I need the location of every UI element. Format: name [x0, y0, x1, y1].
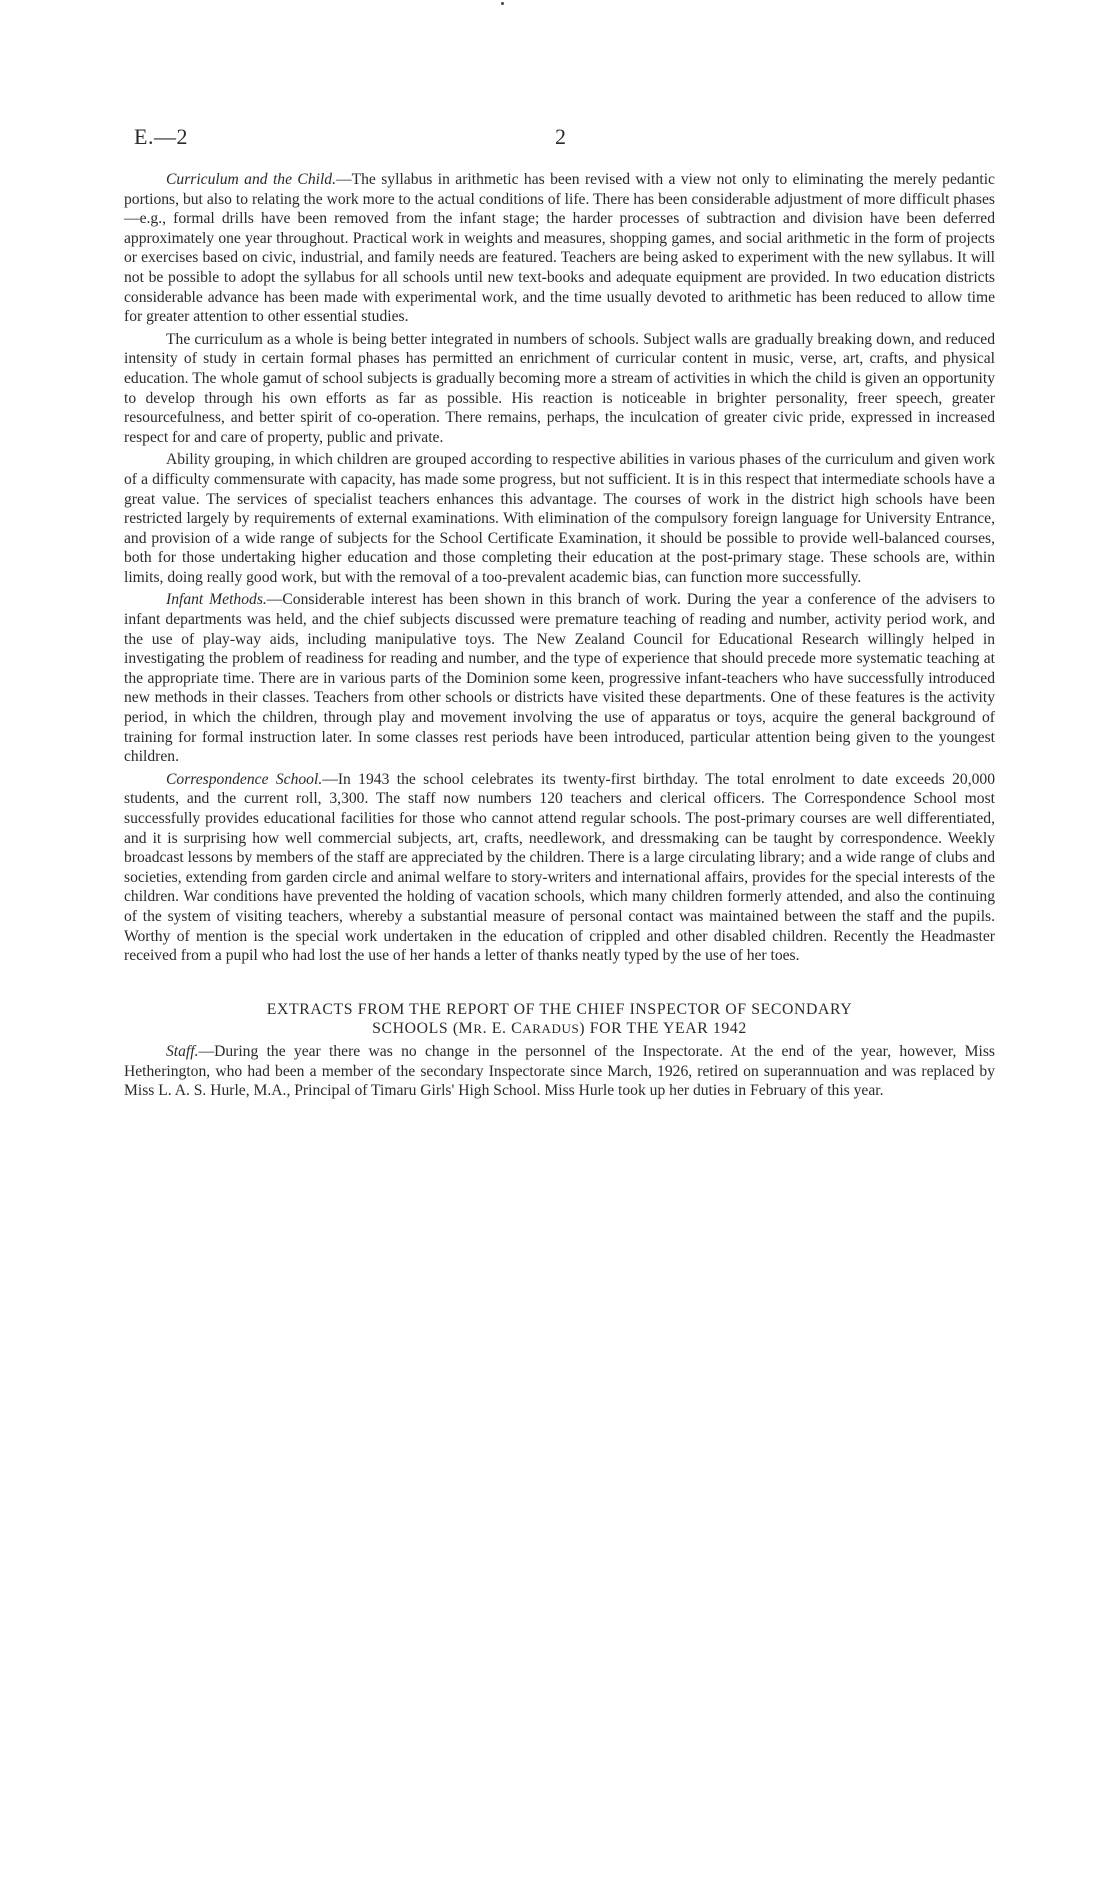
paragraph-curriculum: [124, 170, 995, 327]
paragraph-integration: [124, 330, 995, 448]
paragraph-staff: [124, 1042, 995, 1101]
paragraph-ability-grouping: [124, 450, 995, 587]
page-reference: E.—2: [134, 124, 188, 149]
paragraph-text: The curriculum as a whole is being better integrated in numbers of schools. Subject walls are gradually breaking down, and reduced intensity of study in certain formal phases has permitted an enrichment of curricular content in music, verse, art, crafts, and physical education. The whole gamut of school subjects is gradually becoming more a stream of activities in which the child is given an opportunity to develop through his own efforts as far as possible. His reaction is noticeable in brighter personality, freer speech, greater resourcefulness, and better spirit of co-operation. There remains, perhaps, the inculcation of greater civic pride, expressed in increased respect for and care of property, public and private.: [124, 330, 995, 446]
paragraph-text: —During the year there was no change in the personnel of the Inspectorate. At the end of the year, however, Miss Hetherington, who had been a member of the secondary Inspectorate since March, 1926, retired on superannuation and was replaced by Miss L. A. S. Hurle, M.A., Principal of Timaru Girls' High School. Miss Hurle took up her duties in February of this year.: [124, 1042, 995, 1100]
section-heading-line-1: EXTRACTS FROM THE REPORT OF THE CHIEF INSPECTOR OF SECONDARY: [266, 1000, 853, 1018]
paragraph-lead: Staff.: [166, 1042, 199, 1060]
main-text: [124, 170, 995, 1104]
paragraph-text: —In 1943 the school celebrates its twenty-first birthday. The total enrolment to date exceeds 20,000 students, and the current roll, 3,300. The staff now numbers 120 teachers and clerical officers. The Correspondence School most successfully provides educational facilities for those who cannot attend regular schools. The post-primary courses are well differentiated, and it is surprising how well commercial subjects, art, crafts, needlework, and dressmaking can be taught by correspondence. Weekly broadcast lessons by members of the staff are appreciated by the children. There is a large circulating library; and a wide range of clubs and societies, extending from garden circle and animal welfare to story-writers and international affairs, provides for the special interests of the children. War conditions have prevented the holding of vacation schools, which many children formerly attended, and also the continuing of the system of visiting teachers, whereby a substantial measure of personal contact was maintained between the staff and the pupils. Worthy of mention is the special work undertaken in the education of crippled and other disabled children. Recently the Headmaster received from a pupil who had lost the use of her hands a letter of thanks neatly typed by the use of her toes.: [124, 770, 995, 965]
section-heading-line-2: [124, 1019, 995, 1039]
paragraph-text: —The syllabus in arithmetic has been revised with a view not only to eliminating the merely pedantic portions, but also to relating the work more to the actual conditions of life. There has been considerable adjustment of more difficult phases—e.g., formal drills have been removed from the infant stage; the harder processes of subtraction and division have been deferred approximately one year throughout. Practical work in weights and measures, shopping games, and social arithmetic in the form of projects or exercises based on civic, industrial, and family needs are featured. Teachers are being asked to experiment with the new syllabus. It will not be possible to adopt the syllabus for all schools until new text-books and adequate equipment are provided. In two education districts considerable advance has been made with experimental work, and the time usually devoted to arithmetic has been reduced to allow time for greater attention to other essential studies.: [124, 171, 995, 326]
paragraph-text: Ability grouping, in which children are grouped according to respective abilities in various phases of the curriculum and given work of a difficulty commensurate with capacity, has made some progress, but not sufficient. It is in this respect that intermediate schools have a great value. The services of specialist teachers enhances this advantage. The courses of work in the district high schools have been restricted largely by requirements of external examinations. With elimination of the compulsory foreign language for University Entrance, and provision of a wide range of subjects for the School Certificate Examination, it should be possible to provide well-balanced courses, both for those undertaking higher education and those completing their education at the post-primary stage. These schools are, within limits, doing really good work, but with the removal of a too-prevalent academic bias, can function more successfully.: [124, 451, 995, 586]
paragraph-lead: Infant Methods.: [166, 591, 267, 609]
heading-text-part: SCHOOLS (M: [372, 1020, 474, 1038]
paragraph-text: —Considerable interest has been shown in this branch of work. During the year a conference of the advisers to infant departments was held, and the chief subjects discussed were premature teaching of reading and number, activity period work, and the use of play-way aids, including manipulative toys. The New Zealand Council for Educational Research willingly helped in investigating the problem of readiness for reading and number, and the type of experience that should precede more systematic teaching at the appropriate time. There are in various parts of the Dominion some keen, progressive infant-teachers who have successfully introduced new methods in their classes. Teachers from other schools or districts have visited these departments. One of these features is the activity period, in which the children, through play and movement involving the use of apparatus or toys, acquire the general background of training for formal instruction later. In some classes rest periods have been introduced, particular attention being given to the youngest children.: [124, 591, 996, 766]
heading-text-part: ARADUS: [522, 1021, 580, 1037]
heading-text-part: . E. C: [482, 1020, 523, 1038]
heading-text-part: R: [473, 1021, 483, 1037]
section-heading: [124, 1000, 995, 1039]
paragraph-lead: Curriculum and the Child.: [166, 171, 336, 188]
paragraph-correspondence-school: [124, 770, 995, 966]
heading-text-part: ) FOR THE YEAR 1942: [579, 1020, 747, 1038]
scan-speck: [501, 2, 504, 5]
paragraph-lead: Correspondence School.: [166, 770, 323, 788]
paragraph-infant-methods: [124, 590, 995, 766]
page-number: 2: [555, 124, 566, 149]
